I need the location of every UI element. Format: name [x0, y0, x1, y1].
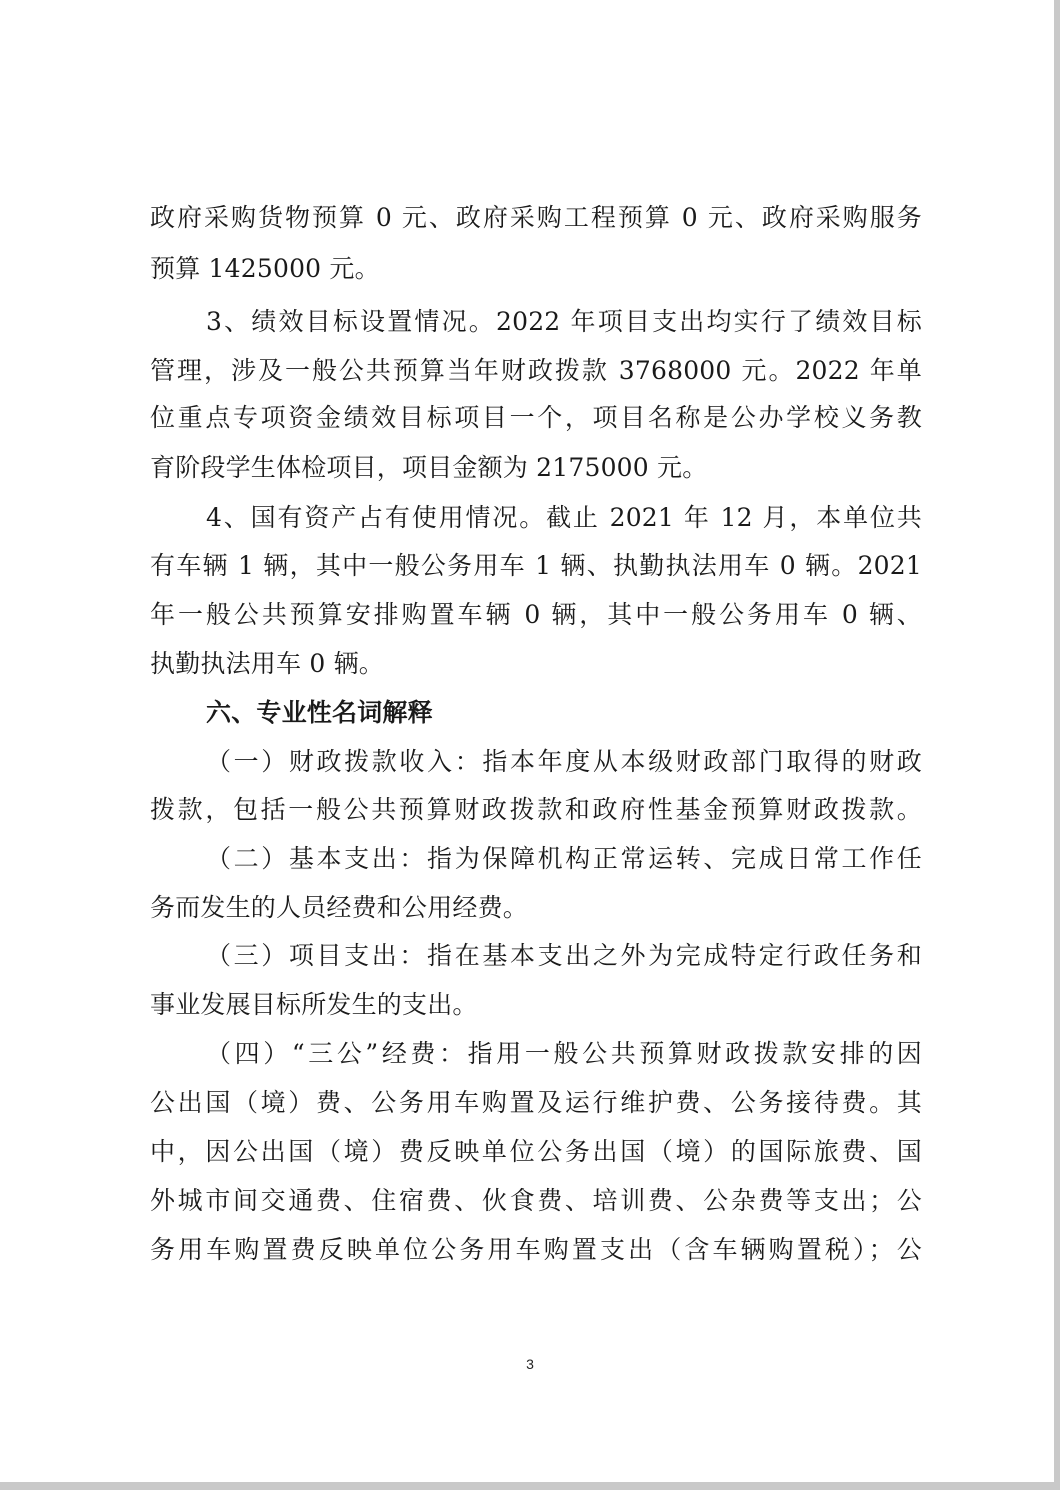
text-line: 年一般公共预算安排购置车辆 0 辆，其中一般公务用车 0 辆、: [150, 600, 922, 629]
text-line: （四）“三公”经费：指用一般公共预算财政拨款安排的因: [206, 1039, 922, 1068]
text-line: 拨款，包括一般公共预算财政拨款和政府性基金预算财政拨款。: [150, 795, 922, 824]
section-heading: 六、专业性名词解释: [206, 698, 433, 727]
text-line: （三）项目支出：指在基本支出之外为完成特定行政任务和: [206, 941, 922, 970]
page-number: 3: [526, 1356, 534, 1372]
text-line: 3、绩效目标设置情况。2022 年项目支出均实行了绩效目标: [206, 307, 922, 336]
text-line: 位重点专项资金绩效目标项目一个，项目名称是公办学校义务教: [150, 403, 922, 432]
text-line: 育阶段学生体检项目，项目金额为 2175000 元。: [150, 453, 708, 482]
text-line: 务而发生的人员经费和公用经费。: [150, 893, 529, 922]
text-line: 务用车购置费反映单位公务用车购置支出（含车辆购置税）；公: [150, 1235, 922, 1264]
text-line: 事业发展目标所发生的支出。: [150, 990, 478, 1019]
text-line: 公出国（境）费、公务用车购置及运行维护费、公务接待费。其: [150, 1088, 922, 1117]
text-line: （一）财政拨款收入：指本年度从本级财政部门取得的财政: [206, 747, 922, 776]
text-line: 外城市间交通费、住宿费、伙食费、培训费、公杂费等支出；公: [150, 1186, 922, 1215]
text-line: 4、国有资产占有使用情况。截止 2021 年 12 月，本单位共: [206, 503, 922, 532]
text-line: （二）基本支出：指为保障机构正常运转、完成日常工作任: [206, 844, 922, 873]
text-line: 管理，涉及一般公共预算当年财政拨款 3768000 元。2022 年单: [150, 356, 922, 385]
text-line: 政府采购货物预算 0 元、政府采购工程预算 0 元、政府采购服务: [150, 203, 922, 232]
text-line: 中，因公出国（境）费反映单位公务出国（境）的国际旅费、国: [150, 1137, 922, 1166]
text-line: 有车辆 1 辆，其中一般公务用车 1 辆、执勤执法用车 0 辆。2021: [150, 551, 922, 580]
text-line: 预算 1425000 元。: [150, 254, 380, 283]
text-line: 执勤执法用车 0 辆。: [150, 649, 385, 678]
